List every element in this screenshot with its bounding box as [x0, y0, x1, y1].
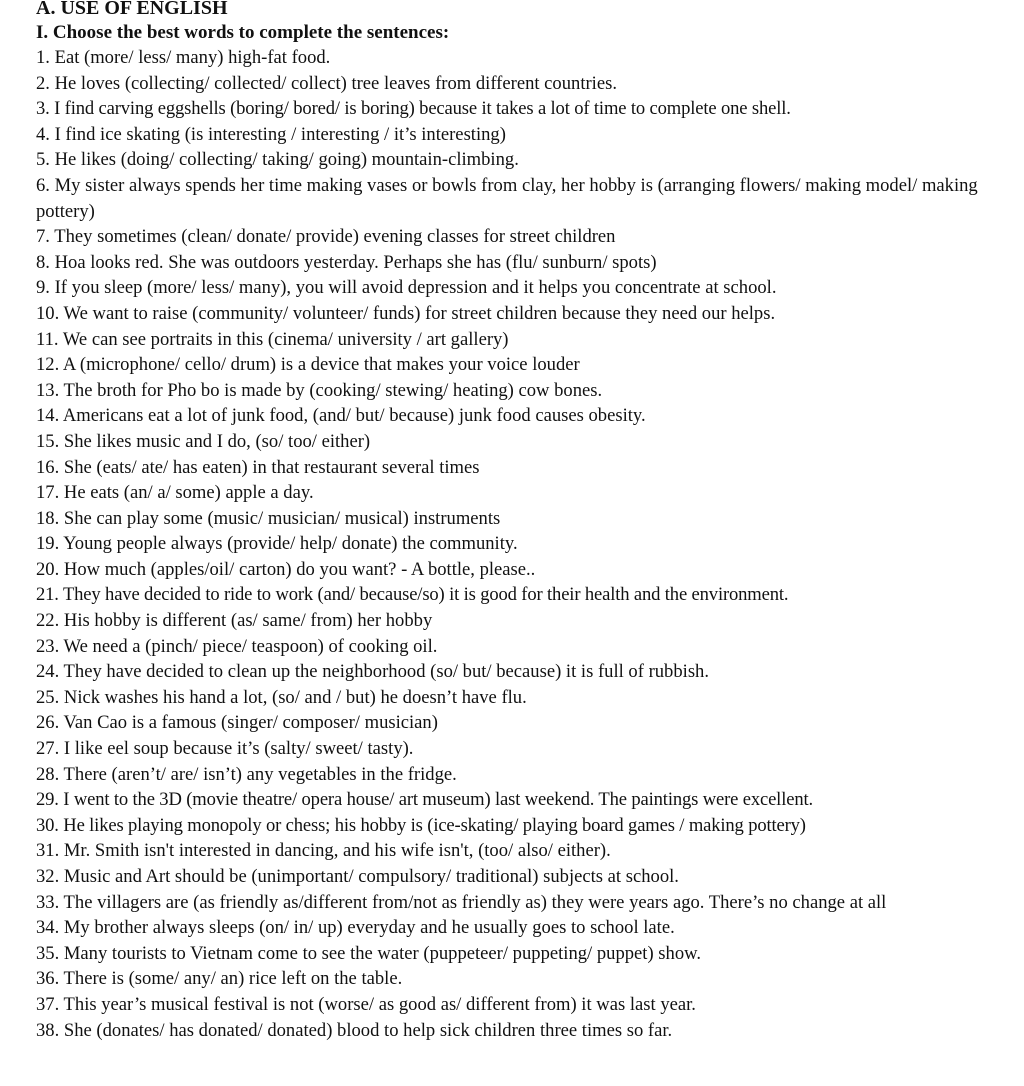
question-list [36, 45, 1016, 1043]
question-1: 1. Eat (more/ less/ many) high-fat food. [36, 47, 331, 68]
question-3: 3. I find carving eggshells (boring/ bored/ is boring) because it takes a lot of time to complete one shell. [36, 98, 791, 120]
question-21: 21. They have decided to ride to work (and/ because/so) it is good for their health and the environment. [36, 584, 789, 606]
question-23: 23. We need a (pinch/ piece/ teaspoon) of cooking oil. [36, 635, 438, 657]
question-35: 35. Many tourists to Vietnam come to see the water (puppeteer/ puppeting/ puppet) show. [36, 942, 702, 964]
question-4: 4. I find ice skating (is interesting / interesting / it’s interesting) [36, 123, 506, 145]
question-37: 37. This year’s musical festival is not (worse/ as good as/ different from) it was last year. [36, 993, 696, 1015]
question-30: 30. He likes playing monopoly or chess; his hobby is (ice-skating/ playing board games / making pottery) [36, 814, 806, 836]
question-33: 33. The villagers are (as friendly as/different from/not as friendly as) they were years ago. There’s no change at all [36, 891, 887, 913]
question-6: 6. My sister always spends her time making vases or bowls from clay, her hobby is (arranging flowers/ making model/ making pottery) [36, 174, 978, 222]
question-28: 28. There (aren’t/ are/ isn’t) any vegetables in the fridge. [36, 763, 457, 785]
question-13: 13. The broth for Pho bo is made by (cooking/ stewing/ heating) cow bones. [36, 379, 603, 401]
question-25: 25. Nick washes his hand a lot, (so/ and / but) he doesn’t have flu. [36, 686, 527, 708]
question-11: 11. We can see portraits in this (cinema/ university / art gallery) [36, 328, 509, 350]
worksheet [36, 0, 1016, 1043]
question-10: 10. We want to raise (community/ volunteer/ funds) for street children because they need our helps. [36, 302, 776, 324]
question-34: 34. My brother always sleeps (on/ in/ up) everyday and he usually goes to school late. [36, 917, 675, 939]
question-27: 27. I like eel soup because it’s (salty/ sweet/ tasty). [36, 738, 414, 760]
section-title: A. USE OF ENGLISH [36, 0, 228, 19]
question-16: 16. She (eats/ ate/ has eaten) in that restaurant several times [36, 456, 480, 478]
question-32: 32. Music and Art should be (unimportant/ compulsory/ traditional) subjects at school. [36, 866, 679, 887]
instruction: I. Choose the best words to complete the sentences: [36, 22, 450, 43]
question-26: 26. Van Cao is a famous (singer/ composer/ musician) [36, 712, 438, 734]
question-19: 19. Young people always (provide/ help/ donate) the community. [36, 533, 518, 555]
question-29: 29. I went to the 3D (movie theatre/ opera house/ art museum) last weekend. The paintings were excellent. [36, 789, 813, 811]
question-24: 24. They have decided to clean up the neighborhood (so/ but/ because) it is full of rubbish. [36, 661, 709, 683]
question-5: 5. He likes (doing/ collecting/ taking/ going) mountain-climbing. [36, 149, 519, 171]
question-18: 18. She can play some (music/ musician/ musical) instruments [36, 507, 501, 529]
question-20: 20. How much (apples/oil/ carton) do you want? - A bottle, please.. [36, 558, 536, 580]
question-2: 2. He loves (collecting/ collected/ collect) tree leaves from different countries. [36, 72, 617, 94]
question-17: 17. He eats (an/ a/ some) apple a day. [36, 482, 314, 504]
question-31: 31. Mr. Smith isn't interested in dancing, and his wife isn't, (too/ also/ either). [36, 840, 611, 862]
question-36: 36. There is (some/ any/ an) rice left on the table. [36, 968, 403, 990]
question-7: 7. They sometimes (clean/ donate/ provide) evening classes for street children [36, 226, 616, 248]
question-15: 15. She likes music and I do, (so/ too/ either) [36, 430, 371, 452]
question-9: 9. If you sleep (more/ less/ many), you will avoid depression and it helps you concentrate at school. [36, 277, 777, 299]
question-22: 22. His hobby is different (as/ same/ from) her hobby [36, 610, 433, 632]
question-8: 8. Hoa looks red. She was outdoors yesterday. Perhaps she has (flu/ sunburn/ spots) [36, 251, 657, 273]
question-38: 38. She (donates/ has donated/ donated) blood to help sick children three times so far. [36, 1019, 673, 1041]
question-12: 12. A (microphone/ cello/ drum) is a device that makes your voice louder [36, 354, 580, 376]
question-14: 14. Americans eat a lot of junk food, (and/ but/ because) junk food causes obesity. [36, 405, 646, 427]
